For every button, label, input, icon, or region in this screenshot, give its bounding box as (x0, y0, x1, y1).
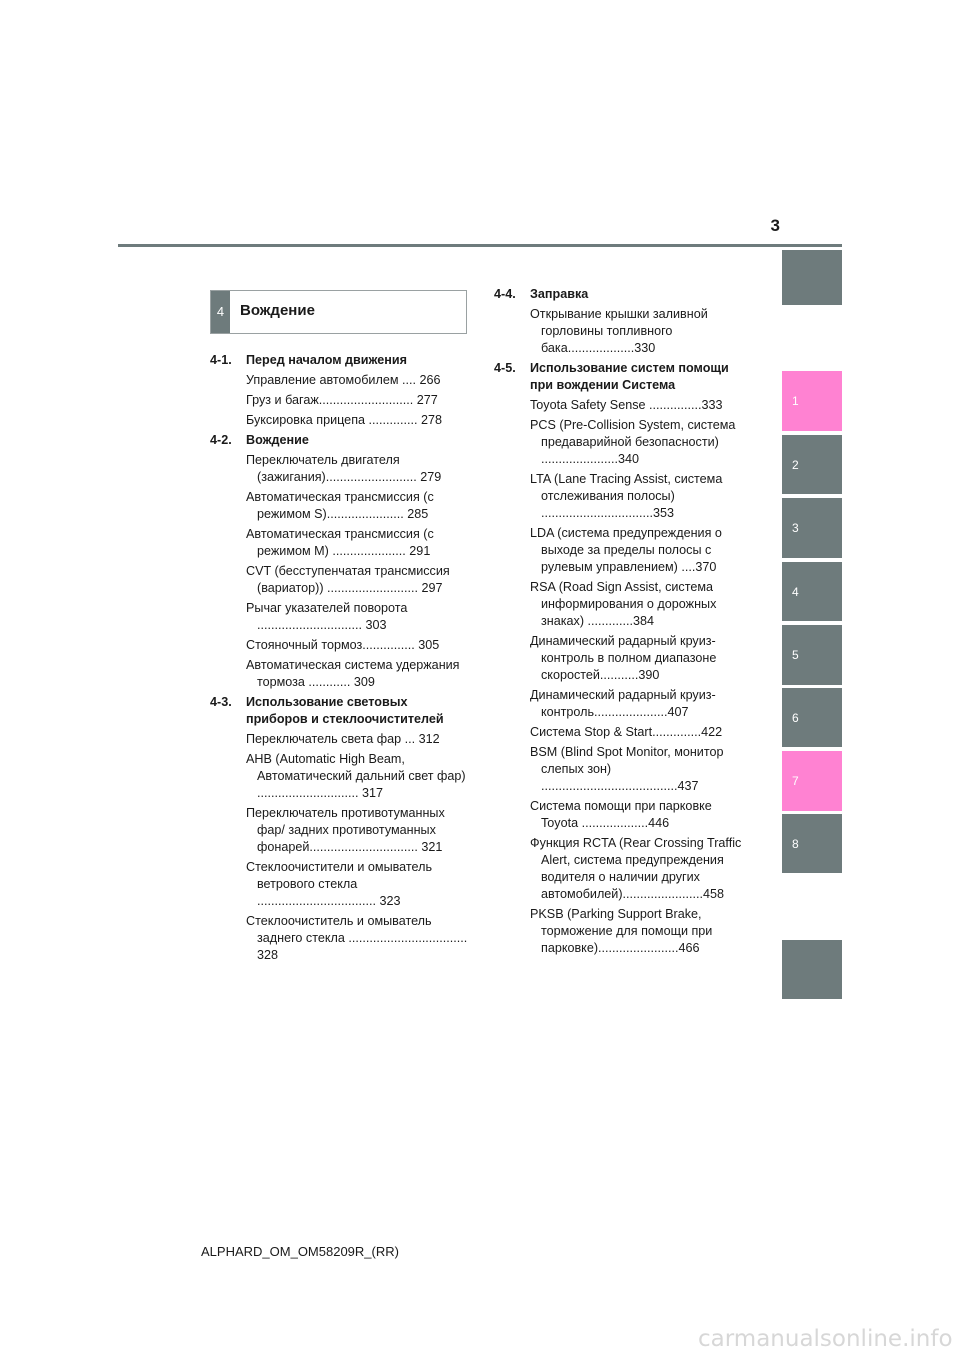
chapter-tab-label: 6 (792, 710, 799, 725)
toc-entry[interactable]: PCS (Pre-Collision System, система предаварийной безопасности) ......................340 (530, 418, 736, 466)
toc-group-heading (210, 432, 460, 449)
section-number: 4 (211, 291, 230, 333)
document-code: ALPHARD_OM_OM58209R_(RR) (201, 1244, 399, 1259)
toc-entry[interactable]: Открывание крышки заливной горловины топливного бака...................330 (530, 307, 708, 355)
subsection-number: 4-2. (210, 433, 232, 447)
toc-entry[interactable]: Функция RCTA (Rear Crossing Traffic Alert, система предупреждения водителя о наличии других автомобилей).......................458 (530, 836, 742, 901)
subsection-title: Перед началом движения (246, 353, 407, 367)
toc-group-heading (494, 286, 754, 303)
toc-column-right (494, 286, 754, 960)
subsection-number: 4-4. (494, 287, 516, 301)
toc-entry[interactable]: RSA (Road Sign Assist, система информирования о дорожных знаках) .............384 (530, 580, 717, 628)
toc-column-left (210, 352, 468, 967)
toc-entry[interactable]: Автоматическая трансмиссия (с режимом M) ..................... 291 (246, 527, 434, 558)
toc-entry[interactable]: LDA (система предупреждения о выходе за пределы полосы с рулевым управлением) ....370 (530, 526, 722, 574)
toc-group (210, 432, 460, 691)
chapter-tab-label: 1 (792, 394, 799, 408)
toc-entry[interactable]: PKSB (Parking Support Brake, торможение для помощи при парковке).......................466 (530, 907, 713, 955)
subsection-title: Использование систем помощи при вождении Система (530, 361, 729, 392)
toc-entry[interactable]: Переключатель двигателя (зажигания).......................... 279 (246, 453, 442, 484)
toc-entry[interactable]: Переключатель противотуманных фар/ задних противотуманных фонарей............................... 321 (246, 806, 445, 854)
chapter-tab-1[interactable] (782, 371, 842, 431)
chapter-tab-8[interactable] (782, 814, 842, 873)
chapter-tab-blank[interactable] (782, 250, 842, 305)
toc-entry[interactable]: Автоматическая трансмиссия (с режимом S)...................... 285 (246, 490, 434, 521)
toc-group (494, 286, 754, 357)
chapter-tab-label: 8 (792, 836, 799, 851)
toc-entry[interactable]: Динамический радарный круиз-контроль.....................407 (530, 688, 716, 719)
subsection-title: Заправка (530, 287, 589, 301)
toc-entry[interactable]: AHB (Automatic High Beam, Автоматический дальний свет фар) ............................. 317 (246, 752, 466, 800)
toc-group-heading (494, 360, 754, 394)
header-rule (118, 244, 842, 247)
toc-entry[interactable]: Toyota Safety Sense ...............333 (530, 398, 723, 412)
subsection-number: 4-5. (494, 361, 516, 375)
chapter-tab-label: 2 (792, 457, 799, 472)
toc-entry[interactable]: Управление автомобилем .... 266 (246, 373, 441, 387)
toc-entry[interactable]: Груз и багаж........................... 277 (246, 393, 438, 407)
chapter-tab-label: 7 (792, 774, 799, 788)
toc-group-heading (210, 694, 460, 728)
toc-entry[interactable]: Переключатель света фар ... 312 (246, 732, 440, 746)
section-header (210, 290, 467, 334)
toc-entry[interactable]: LTA (Lane Tracing Assist, система отслеживания полосы) ................................353 (530, 472, 723, 520)
toc-entry[interactable]: Стеклоочиститель и омыватель заднего стекла .................................. 328 (246, 914, 468, 962)
toc-group (210, 352, 460, 429)
toc-entry[interactable]: Динамический радарный круиз-контроль в полном диапазоне скоростей...........390 (530, 634, 717, 682)
toc-entry[interactable]: Рычаг указателей поворота .............................. 303 (246, 601, 408, 632)
toc-entry[interactable]: Буксировка прицепа .............. 278 (246, 413, 443, 427)
toc-group (210, 694, 468, 964)
subsection-number: 4-1. (210, 353, 232, 367)
subsection-title: Вождение (246, 433, 309, 447)
toc-entry[interactable]: Стеклоочистители и омыватель ветрового стекла .................................. 323 (246, 860, 433, 908)
chapter-tab-5[interactable] (782, 625, 842, 685)
chapter-tab-label: 4 (792, 584, 799, 599)
chapter-tab-3[interactable] (782, 498, 842, 558)
chapter-tab-blank[interactable] (782, 940, 842, 999)
subsection-number: 4-3. (210, 695, 232, 709)
toc-entry[interactable]: Стояночный тормоз............... 305 (246, 638, 440, 652)
chapter-tab-2[interactable] (782, 435, 842, 494)
toc-entry[interactable]: Система помощи при парковке Toyota ...................446 (530, 799, 712, 830)
toc-entry[interactable]: Автоматическая система удержания тормоза ............ 309 (246, 658, 460, 689)
toc-group (494, 360, 754, 957)
chapter-tab-7[interactable] (782, 751, 842, 811)
chapter-tab-label: 5 (792, 648, 799, 662)
watermark: carmanualsonline.info (698, 1326, 953, 1352)
toc-entry[interactable]: BSM (Blind Spot Monitor, монитор слепых зон) .......................................437 (530, 745, 724, 793)
chapter-tab-6[interactable] (782, 688, 842, 747)
subsection-title: Использование световых приборов и стеклоочистителей (246, 695, 444, 726)
section-title: Вождение (240, 302, 315, 319)
toc-entry[interactable]: Система Stop & Start..............422 (530, 725, 723, 739)
toc-entry[interactable]: CVT (бесступенчатая трансмиссия (вариатор)) .......................... 297 (246, 564, 450, 595)
chapter-tab-label: 3 (792, 521, 799, 535)
chapter-tab-4[interactable] (782, 562, 842, 621)
toc-group-heading (210, 352, 460, 369)
page-number: 3 (770, 216, 780, 235)
